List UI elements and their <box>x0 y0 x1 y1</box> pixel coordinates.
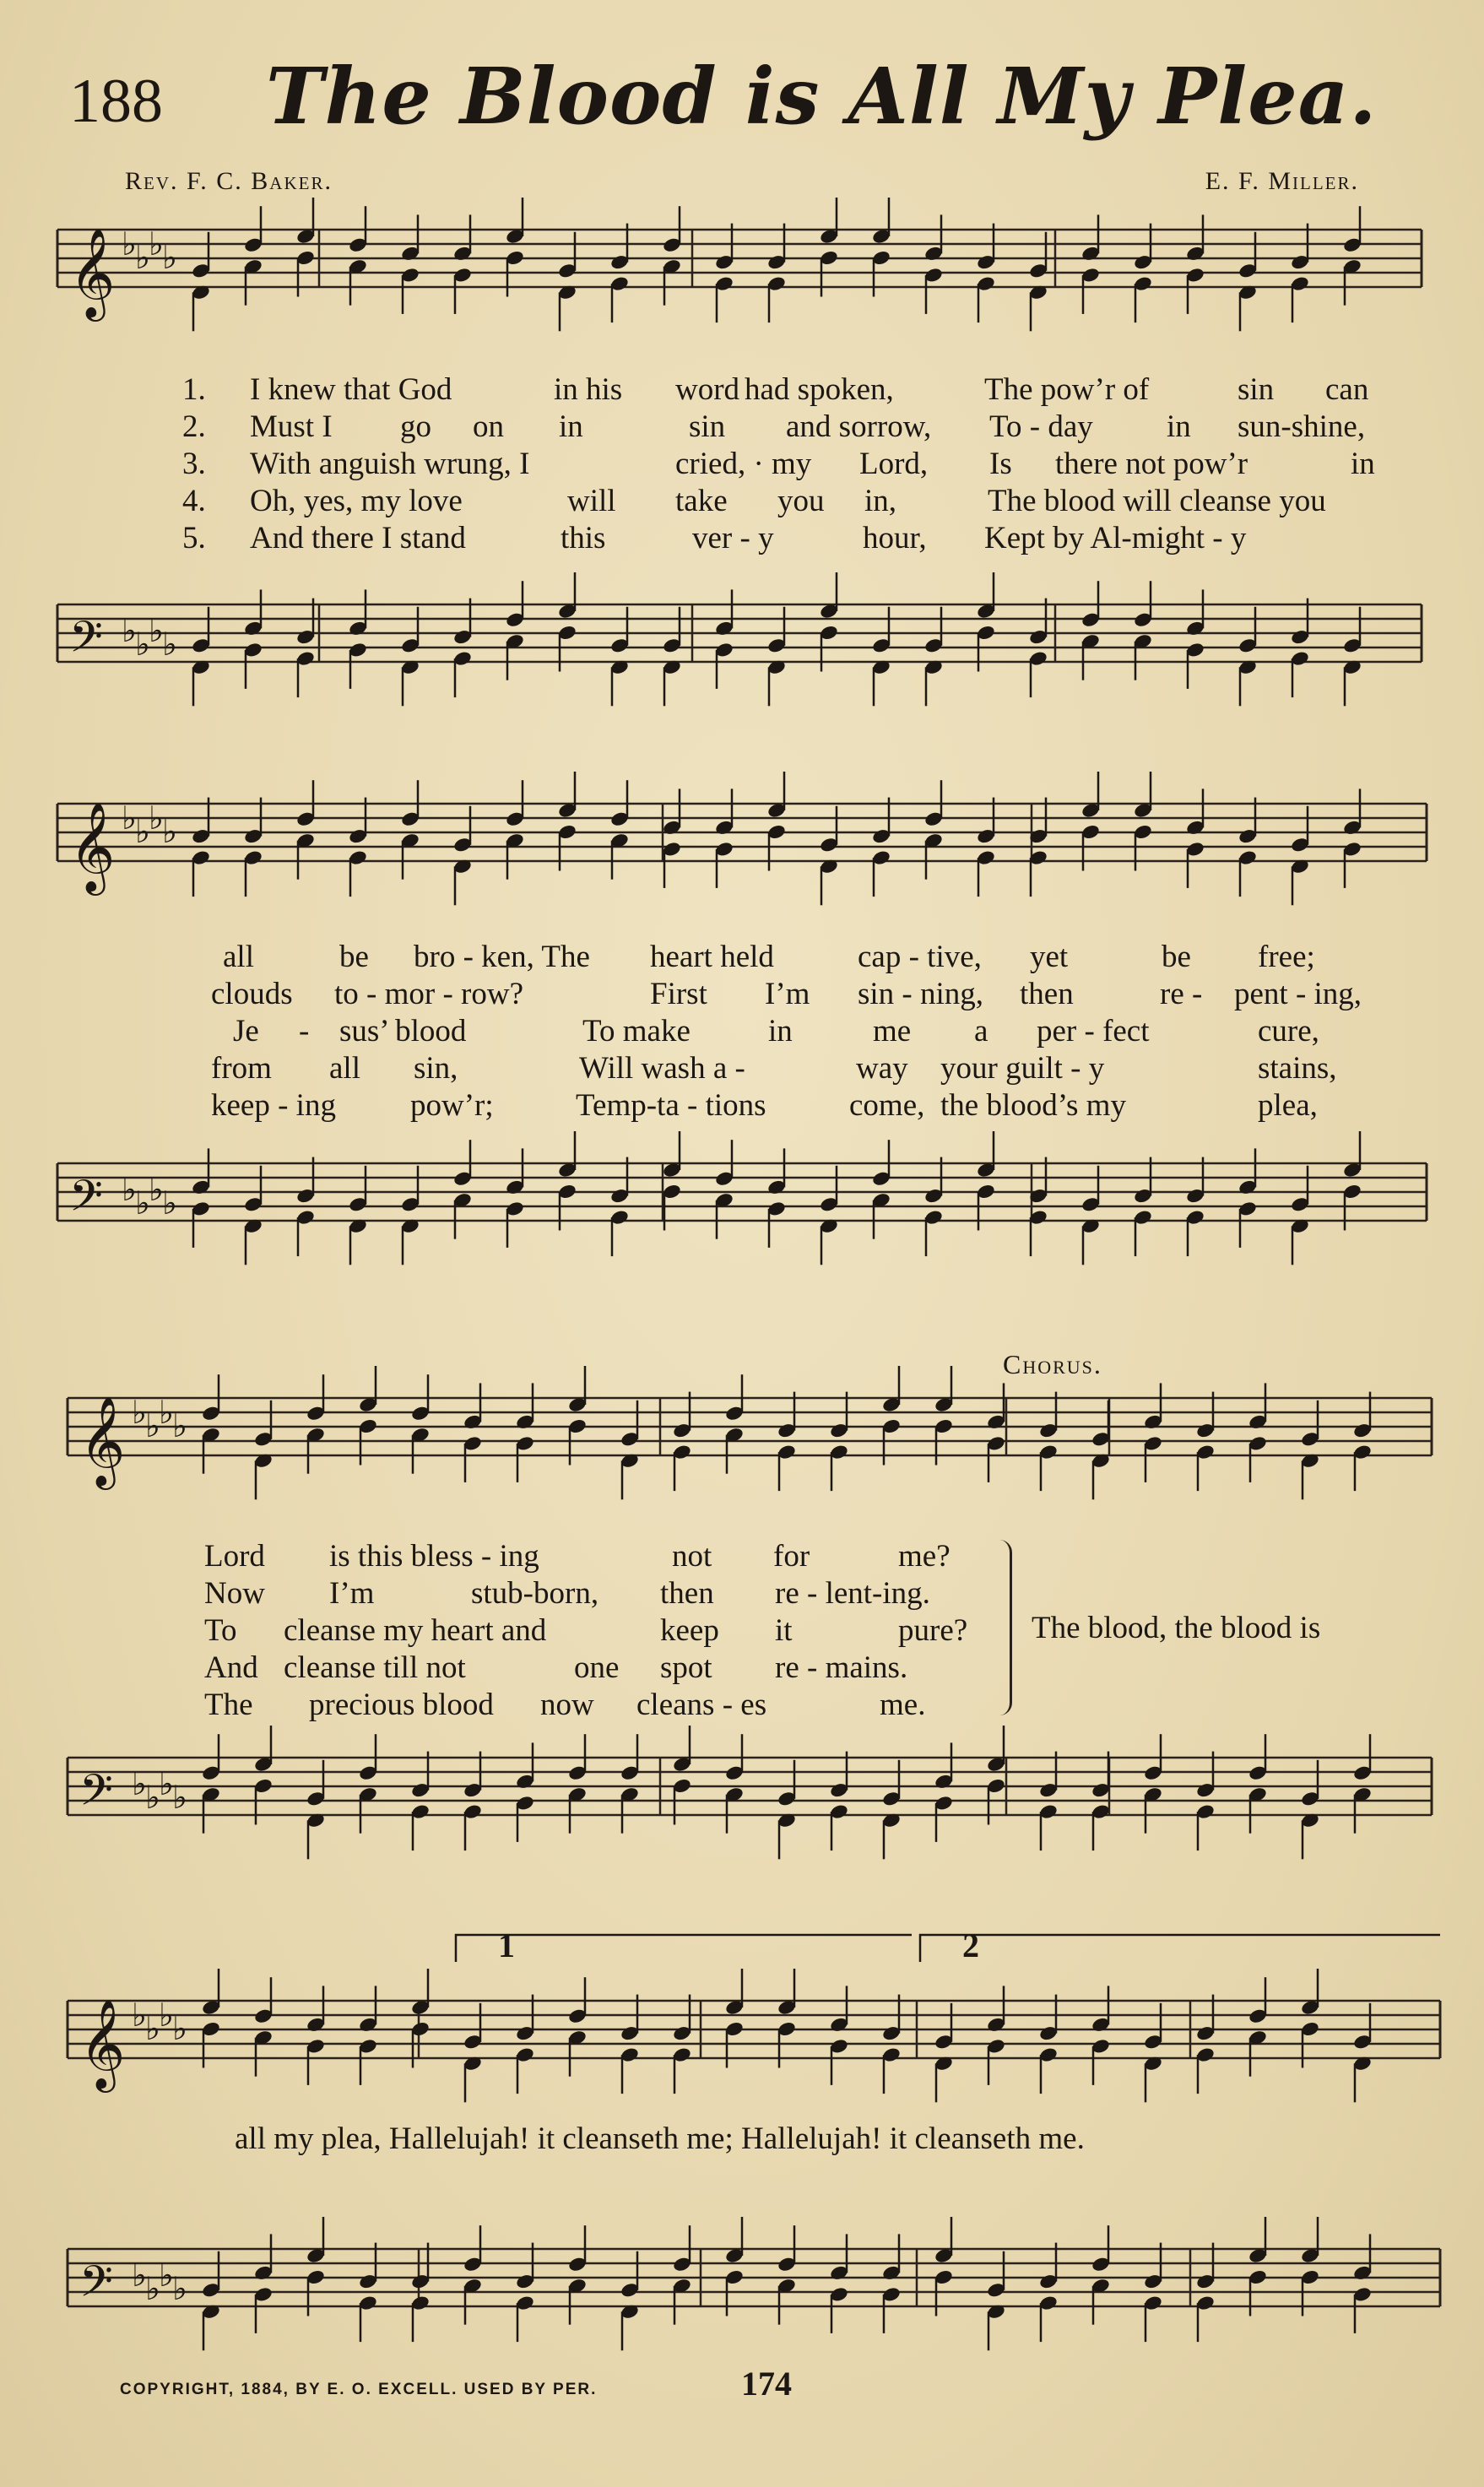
lyric-syllable: precious blood <box>309 1688 494 1722</box>
lyric-syllable: pent - ing, <box>1234 977 1362 1011</box>
lyric-syllable: keep - ing <box>211 1088 336 1123</box>
lyric-syllable: be <box>339 940 369 974</box>
flat-icon: ♭ <box>172 1779 187 1816</box>
lyric-syllable: in <box>559 409 583 444</box>
flat-icon: ♭ <box>159 1997 174 2034</box>
lyric-syllable: keep <box>660 1613 719 1648</box>
lyric-syllable: Lord, <box>859 447 929 481</box>
bass-clef-icon: 𝄢 <box>69 1170 103 1232</box>
lyric-syllable: and sorrow, <box>786 409 932 444</box>
lyric-syllable: Temp-ta - tions <box>576 1088 766 1123</box>
lyric-syllable: Will wash a - <box>579 1051 745 1086</box>
flat-icon: ♭ <box>135 239 150 276</box>
lyric-syllable: cure, <box>1258 1014 1319 1048</box>
ending-bracket <box>456 1935 912 1962</box>
lyric-syllable: can <box>1325 372 1369 407</box>
lyric-syllable: word <box>675 372 740 407</box>
lyric-syllable: the blood’s my <box>940 1088 1126 1123</box>
lyric-syllable: stub-born, <box>471 1576 599 1611</box>
lyric-syllable: in <box>1351 447 1375 481</box>
lyric-syllable: pure? <box>898 1613 968 1648</box>
lyric-syllable: per - fect <box>1037 1014 1150 1048</box>
chorus-label: Chorus. <box>1003 1349 1102 1379</box>
lyric-syllable: Now <box>204 1576 265 1611</box>
lyric-syllable: free; <box>1258 940 1315 974</box>
lyric-syllable: it <box>775 1613 793 1648</box>
flat-icon: ♭ <box>172 2270 187 2307</box>
flat-icon: ♭ <box>159 1394 174 1431</box>
treble-clef-icon: 𝄞 <box>79 1395 126 1486</box>
lyric-syllable: hour, <box>863 521 927 555</box>
lyric-syllable: a <box>974 1014 988 1048</box>
page-number: 174 <box>741 2365 792 2403</box>
lyric-syllable: plea, <box>1258 1088 1318 1123</box>
lyric-syllable: sin - ning, <box>858 977 984 1011</box>
lyric-syllable: all <box>223 940 254 974</box>
flat-icon: ♭ <box>122 1171 137 1208</box>
lyric-syllable: heart held <box>650 940 774 974</box>
bass-clef-icon: 𝄢 <box>69 611 103 673</box>
lyric-syllable: Je <box>233 1014 259 1048</box>
lyric-syllable: yet <box>1030 940 1069 974</box>
flat-icon: ♭ <box>162 239 177 276</box>
ending-number: 1 <box>498 1926 515 1964</box>
lyric-syllable: To <box>204 1613 237 1648</box>
lyric-syllable: come, <box>849 1088 925 1123</box>
flat-icon: ♭ <box>145 1407 160 1444</box>
lyric-syllable: be <box>1162 940 1191 974</box>
lyric-syllable: re - <box>1160 977 1203 1011</box>
final-lyric-line: all my plea, Hallelujah! it cleanseth me; Hallelujah! it cleanseth me. <box>235 2121 1085 2156</box>
lyric-syllable: cleanse my heart and <box>284 1613 547 1648</box>
lyric-syllable: take <box>675 484 728 518</box>
lyric-syllable: The blood will cleanse you <box>988 484 1326 518</box>
lyric-syllable: With anguish wrung, I <box>250 447 530 481</box>
flat-icon: ♭ <box>149 612 164 649</box>
lyric-syllable: had spoken, <box>745 372 894 407</box>
flat-icon: ♭ <box>135 1184 150 1222</box>
lyric-syllable: sun-shine, <box>1238 409 1366 444</box>
lyric-syllable: cleans - es <box>636 1688 767 1722</box>
lyric-syllable: you <box>777 484 825 518</box>
flat-icon: ♭ <box>145 1779 160 1816</box>
lyric-syllable: for <box>773 1539 810 1574</box>
flat-icon: ♭ <box>135 626 150 663</box>
lyric-syllable: Must I <box>250 409 333 444</box>
flat-icon: ♭ <box>122 799 137 837</box>
refrain-text: The blood, the blood is <box>1032 1611 1321 1645</box>
verse-number: 3. <box>182 447 206 481</box>
lyric-syllable: I’m <box>329 1576 375 1611</box>
flat-icon: ♭ <box>132 1765 147 1802</box>
lyric-syllable: To - day <box>989 409 1093 444</box>
lyric-syllable: sin <box>1238 372 1275 407</box>
lyric-syllable: your guilt - y <box>940 1051 1105 1086</box>
flat-icon: ♭ <box>145 2010 160 2047</box>
lyric-syllable: I knew that God <box>250 372 452 407</box>
lyric-syllable: ver - y <box>692 521 774 555</box>
lyric-syllable: bro - ken, The <box>414 940 590 974</box>
bass-clef-icon: 𝄢 <box>79 2256 113 2317</box>
lyric-syllable: then <box>660 1576 714 1611</box>
lyric-syllable: And <box>204 1650 258 1685</box>
treble-clef-icon: 𝄞 <box>69 227 116 317</box>
lyric-syllable: cried, · my <box>675 447 812 481</box>
verse-number: 4. <box>182 484 206 518</box>
bass-clef-icon: 𝄢 <box>79 1764 113 1826</box>
lyric-syllable: re - mains. <box>775 1650 908 1685</box>
lyric-syllable: re - lent-ing. <box>775 1576 930 1611</box>
lyric-syllable: in <box>768 1014 793 1048</box>
lyricist-credit: Rev. F. C. Baker. <box>125 167 333 195</box>
lyric-syllable: - <box>299 1014 310 1048</box>
lyric-syllable: The pow’r of <box>984 372 1150 407</box>
flat-icon: ♭ <box>162 626 177 663</box>
lyric-syllable: me? <box>898 1539 951 1574</box>
hymn-number: 188 <box>69 67 163 136</box>
lyric-syllable: sin <box>689 409 726 444</box>
lyric-syllable: not <box>672 1539 712 1574</box>
lyric-syllable: And there I stand <box>250 521 466 555</box>
verse-number: 2. <box>182 409 206 444</box>
flat-icon: ♭ <box>135 813 150 850</box>
lyric-syllable: all <box>329 1051 360 1086</box>
ending-number: 2 <box>962 1926 979 1964</box>
flat-icon: ♭ <box>122 225 137 263</box>
flat-icon: ♭ <box>132 1997 147 2034</box>
lyric-syllable: to - mor - row? <box>334 977 523 1011</box>
treble-clef-icon: 𝄞 <box>79 1998 126 2089</box>
lyric-syllable: will <box>567 484 616 518</box>
lyric-syllable: there not pow’r <box>1055 447 1248 481</box>
treble-clef-icon: 𝄞 <box>69 801 116 891</box>
lyric-syllable: me. <box>880 1688 926 1722</box>
ending-bracket <box>920 1935 1440 1962</box>
lyric-syllable: First <box>650 977 707 1011</box>
lyric-syllable: cleanse till not <box>284 1650 466 1685</box>
flat-icon: ♭ <box>132 1394 147 1431</box>
lyric-syllable: in, <box>864 484 897 518</box>
lyric-syllable: go <box>400 409 431 444</box>
lyric-syllable: is this bless - ing <box>329 1539 539 1574</box>
flat-icon: ♭ <box>172 2010 187 2047</box>
flat-icon: ♭ <box>159 2257 174 2294</box>
lyric-syllable: on <box>473 409 504 444</box>
lyric-syllable: clouds <box>211 977 293 1011</box>
lyric-syllable: Is <box>989 447 1012 481</box>
lyric-syllable: then <box>1020 977 1074 1011</box>
flat-icon: ♭ <box>145 2270 160 2307</box>
lyric-syllable: cap - tive, <box>858 940 982 974</box>
flat-icon: ♭ <box>162 813 177 850</box>
lyric-syllable: in his <box>554 372 623 407</box>
hymn-title: The Blood is All My Plea. <box>266 51 1378 142</box>
lyric-syllable: me <box>873 1014 912 1048</box>
lyric-syllable: I’m <box>765 977 810 1011</box>
lyric-syllable: way <box>856 1051 908 1086</box>
lyric-syllable: The <box>204 1688 253 1722</box>
lyric-syllable: stains, <box>1258 1051 1337 1086</box>
lyric-syllable: Lord <box>204 1539 265 1574</box>
lyric-syllable: sin, <box>414 1051 458 1086</box>
flat-icon: ♭ <box>149 799 164 837</box>
flat-icon: ♭ <box>172 1407 187 1444</box>
flat-icon: ♭ <box>132 2257 147 2294</box>
verse-brace <box>999 1540 1012 1715</box>
lyric-syllable: from <box>211 1051 272 1086</box>
lyric-syllable: To make <box>582 1014 691 1048</box>
lyric-syllable: Kept by Al-might - y <box>984 521 1247 555</box>
composer-credit: E. F. Miller. <box>1205 167 1359 195</box>
copyright-notice: COPYRIGHT, 1884, BY E. O. EXCELL. USED BY PER. <box>120 2381 598 2398</box>
flat-icon: ♭ <box>149 1171 164 1208</box>
lyric-syllable: now <box>540 1688 594 1722</box>
verse-number: 1. <box>182 372 206 407</box>
flat-icon: ♭ <box>162 1184 177 1222</box>
lyric-syllable: this <box>561 521 606 555</box>
lyric-syllable: sus’ blood <box>339 1014 467 1048</box>
verse-number: 5. <box>182 521 206 555</box>
lyric-syllable: in <box>1167 409 1191 444</box>
lyric-syllable: spot <box>660 1650 712 1685</box>
lyric-syllable: pow’r; <box>410 1088 494 1123</box>
flat-icon: ♭ <box>122 612 137 649</box>
lyric-syllable: one <box>574 1650 620 1685</box>
flat-icon: ♭ <box>159 1765 174 1802</box>
flat-icon: ♭ <box>149 225 164 263</box>
lyric-syllable: Oh, yes, my love <box>250 484 463 518</box>
